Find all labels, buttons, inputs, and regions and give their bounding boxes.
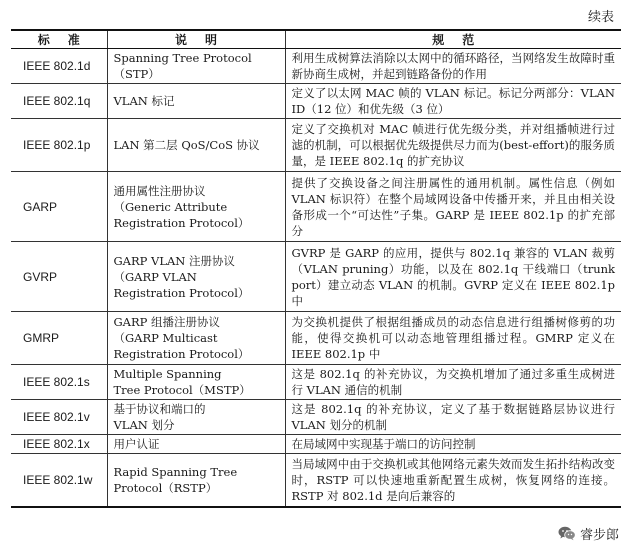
description-cell: 基于协议和端口的 VLAN 划分 [107,400,285,435]
table-row [11,49,621,84]
description-cell: 通用属性注册协议 （Generic Attribute Registration Protocol） [107,172,285,242]
spec-cell: 定义了以太网 MAC 帧的 VLAN 标记。标记分两部分：VLAN ID（12 位）和优先级（3 位） [285,84,621,119]
spec-cell: 这是 802.1q 的补充协议，为交换机增加了通过多重生成树进行 VLAN 通信的机制 [285,365,621,400]
description-cell: VLAN 标记 [107,84,285,119]
standard-cell: IEEE 802.1d [11,49,107,84]
standard-cell: IEEE 802.1w [11,454,107,507]
spec-cell: 当局域网中由于交换机或其他网络元素失效而发生拓扑结构改变时，RSTP 可以快速地重新配置生成树，恢复网络的连接。RSTP 对 802.1d 是向后兼容的 [285,454,621,507]
table-row [11,365,621,400]
header-standard: 标准 [11,30,107,49]
description-cell: Spanning Tree Protocol （STP） [107,49,285,84]
standard-cell: GARP [11,172,107,242]
table-row [11,312,621,365]
table-row [11,242,621,312]
table-header [11,30,621,49]
description-cell: GARP VLAN 注册协议 （GARP VLAN Registration Protocol） [107,242,285,312]
spec-cell: 为交换机提供了根据组播成员的动态信息进行组播树修剪的功能，使得交换机可以动态地管理组播过程。GMRP 定义在 IEEE 802.1p 中 [285,312,621,365]
watermark [555,523,622,544]
table-row [11,435,621,454]
description-cell: GARP 组播注册协议 （GARP Multicast Registration Protocol） [107,312,285,365]
standard-cell: GMRP [11,312,107,365]
spec-cell: GVRP 是 GARP 的应用，提供与 802.1q 兼容的 VLAN 裁剪（VLAN pruning）功能，以及在 802.1q 干线端口（trunk port）建立动态 VLAN 的机制。GVRP 定义在 IEEE 802.1p 中 [285,242,621,312]
watermark-text: 睿步郎 [579,528,619,543]
continued-label: 续表 [587,10,614,25]
table-row [11,84,621,119]
standard-cell: IEEE 802.1v [11,400,107,435]
standards-table [11,29,621,508]
spec-cell: 在局域网中实现基于端口的访问控制 [285,435,621,454]
table-row [11,172,621,242]
spec-cell: 提供了交换设备之间注册属性的通用机制。属性信息（例如 VLAN 标识符）在整个局域网设备中传播开来，并且由相关设备形成一个“可达性”子集。GARP 是 IEEE 802.1p 的扩充部分 [285,172,621,242]
spec-cell: 定义了交换机对 MAC 帧进行优先级分类，并对组播帧进行过滤的机制，可以根据优先级提供尽力而为(best-effort)的服务质量，是 IEEE 802.1q 的扩充协议 [285,119,621,172]
standard-cell: GVRP [11,242,107,312]
standard-cell: IEEE 802.1q [11,84,107,119]
table-row [11,454,621,507]
header-description: 说明 [107,30,285,49]
standard-cell: IEEE 802.1s [11,365,107,400]
description-cell: Rapid Spanning Tree Protocol（RSTP） [107,454,285,507]
description-cell: LAN 第二层 QoS/CoS 协议 [107,119,285,172]
description-cell: Multiple Spanning Tree Protocol（MSTP） [107,365,285,400]
header-spec: 规范 [285,30,621,49]
standard-cell: IEEE 802.1x [11,435,107,454]
table-row [11,400,621,435]
spec-cell: 这是 802.1q 的补充协议，定义了基于数据链路层协议进行 VLAN 划分的机制 [285,400,621,435]
standard-cell: IEEE 802.1p [11,119,107,172]
spec-cell: 利用生成树算法消除以太网中的循环路径，当网络发生故障时重新协商生成树，并起到链路备份的作用 [285,49,621,84]
description-cell: 用户认证 [107,435,285,454]
wechat-icon [558,526,576,541]
table-row [11,119,621,172]
